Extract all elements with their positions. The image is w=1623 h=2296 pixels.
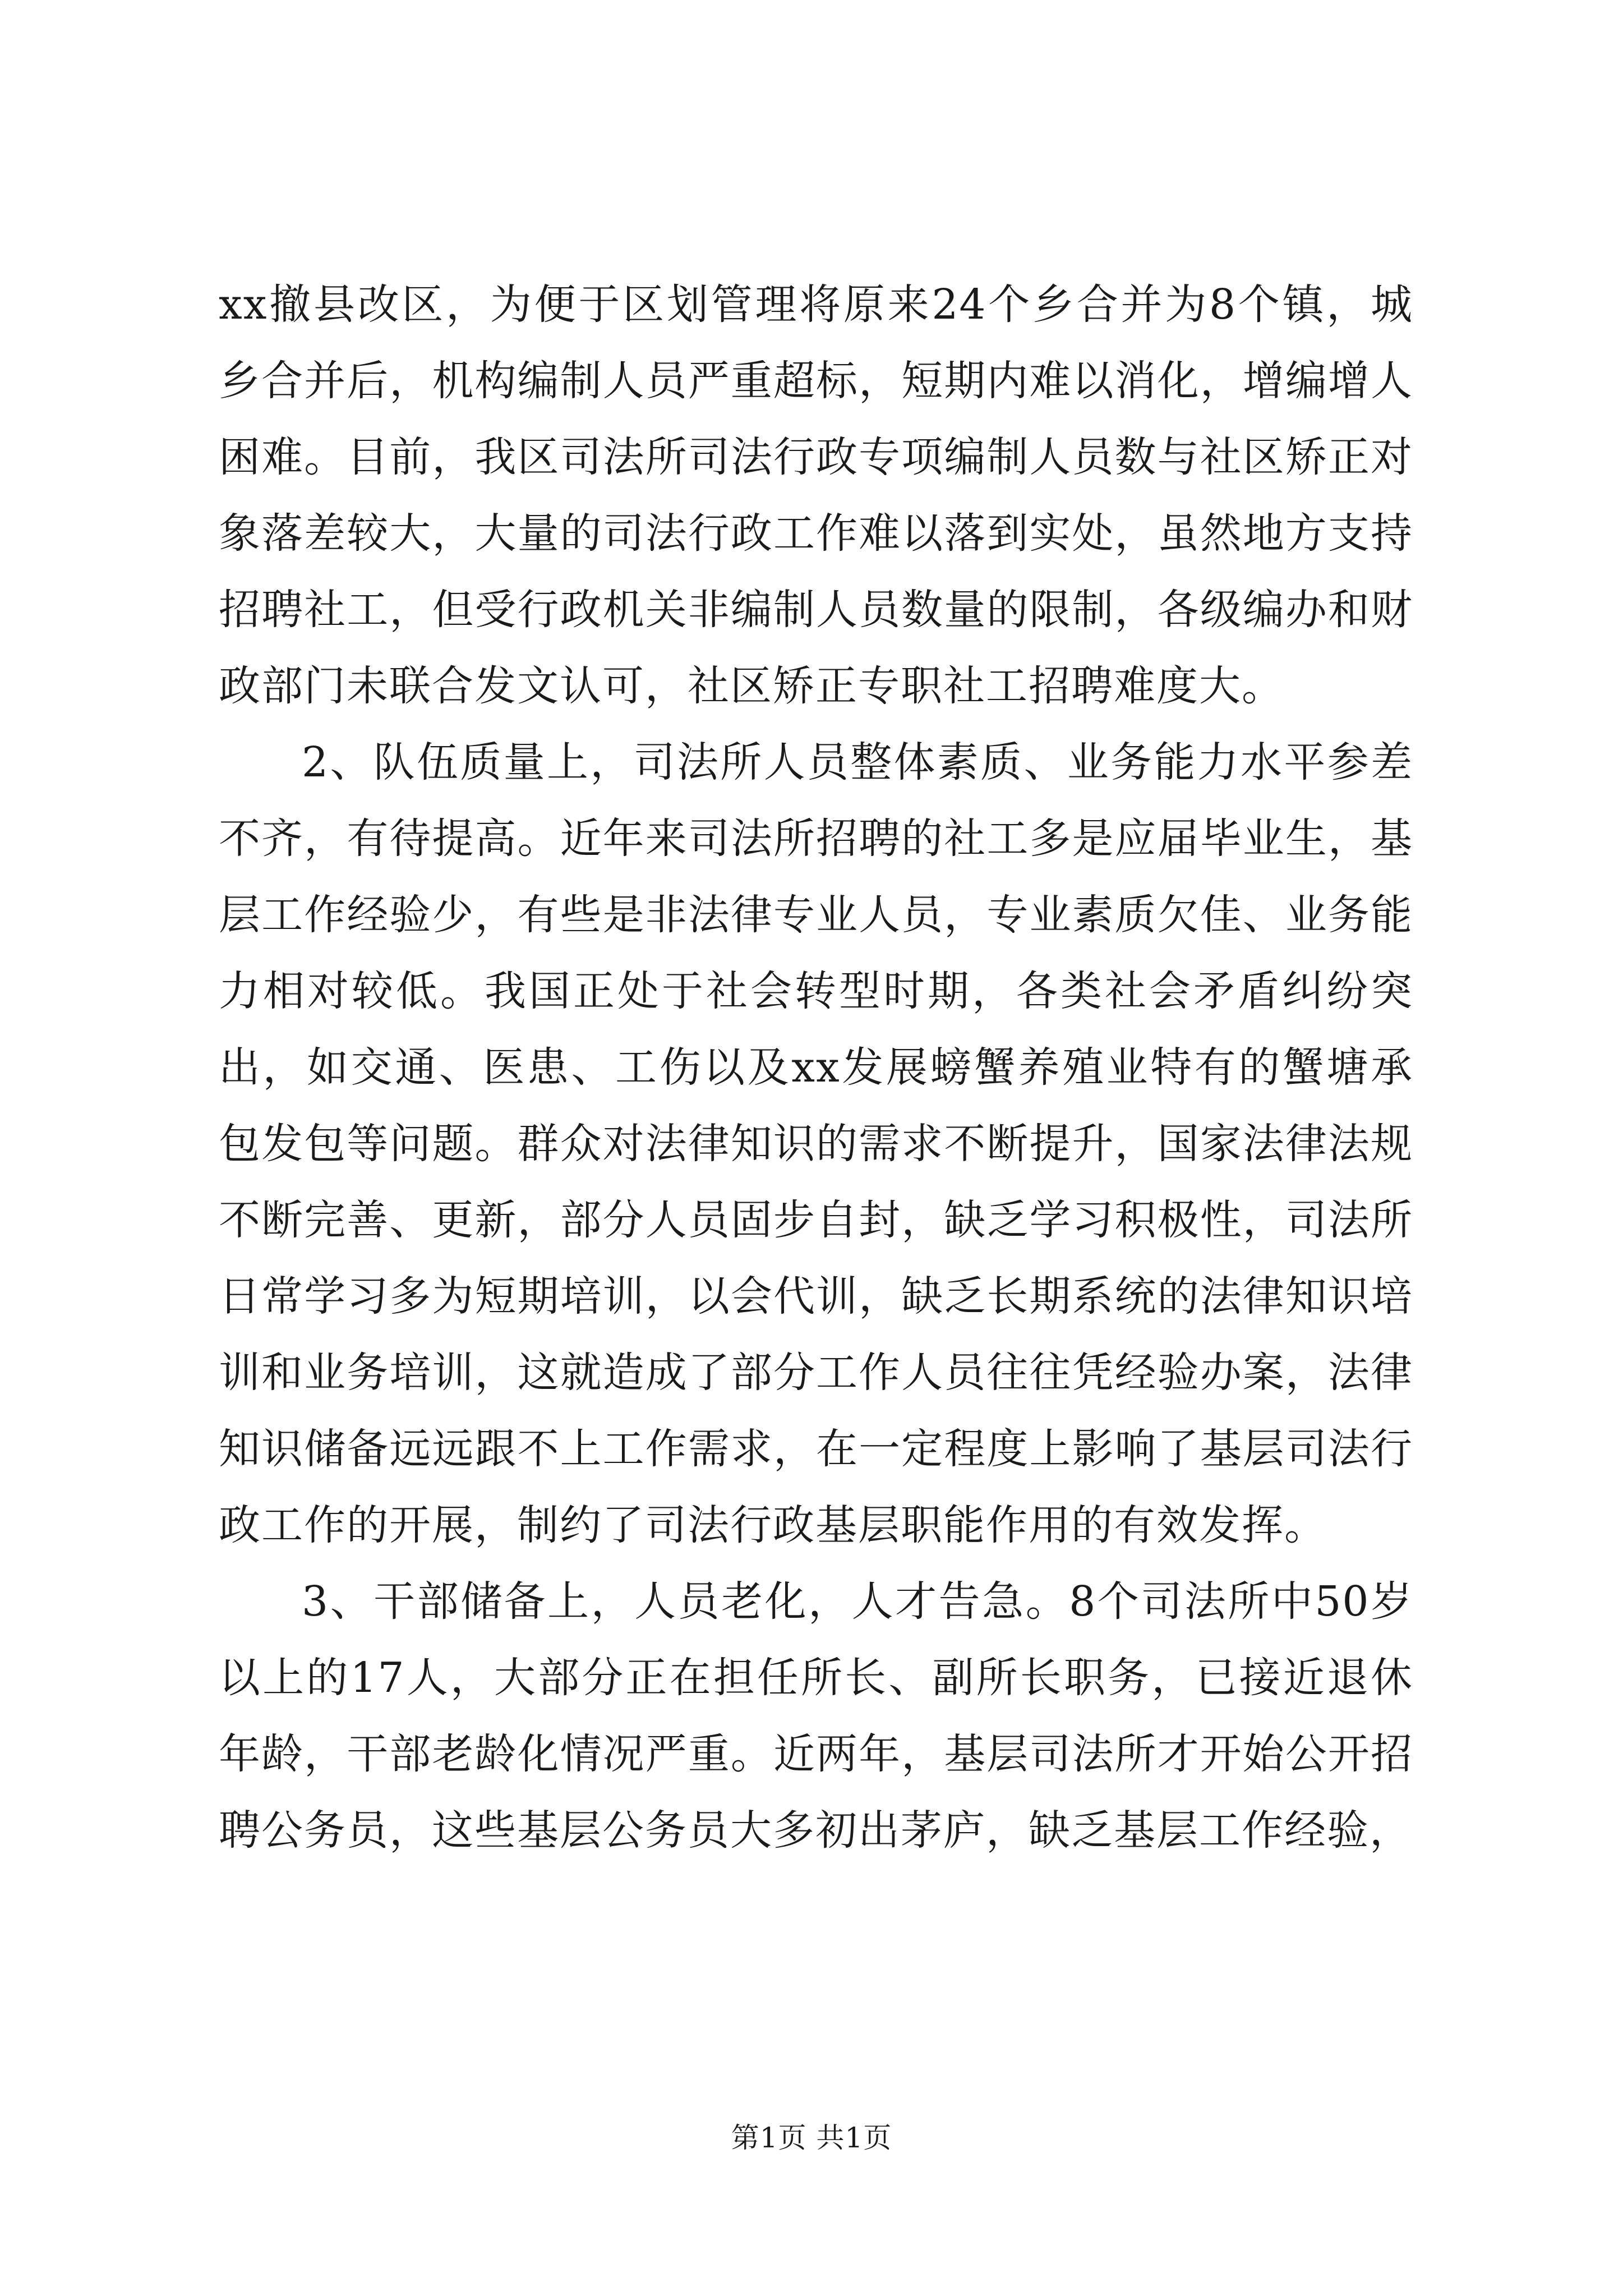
page-number-label: 第1页 共1页 <box>731 2122 892 2154</box>
paragraph-1: xx撤县改区，为便于区划管理将原来24个乡合并为8个镇，城乡合并后，机构编制人员严重超标，短期内难以消化，增编增人困难。目前，我区司法所司法行政专项编制人员数与社区矫正对象落差较大，大量的司法行政工作难以落到实处，虽然地方支持招聘社工，但受行政机关非编制人员数量的限制，各级编办和财政部门未联合发文认可，社区矫正专职社工招聘难度大。 <box>219 280 1413 710</box>
paragraph-3: 3、干部储备上，人员老化，人才告急。8个司法所中50岁以上的17人，大部分正在担任所长、副所长职务，已接近退休年龄，干部老龄化情况严重。近两年，基层司法所才开始公开招聘公务员，这些基层公务员大多初出茅庐，缺乏基层工作经验， <box>219 1577 1413 1855</box>
page-footer <box>0 2118 1623 2157</box>
document-body <box>219 266 1413 1869</box>
paragraph-2: 2、队伍质量上，司法所人员整体素质、业务能力水平参差不齐，有待提高。近年来司法所招聘的社工多是应届毕业生，基层工作经验少，有些是非法律专业人员，专业素质欠佳、业务能力相对较低。我国正处于社会转型时期，各类社会矛盾纠纷突出，如交通、医患、工伤以及xx发展螃蟹养殖业特有的蟹塘承包发包等问题。群众对法律知识的需求不断提升，国家法律法规不断完善、更新，部分人员固步自封，缺乏学习积极性，司法所日常学习多为短期培训，以会代训，缺乏长期系统的法律知识培训和业务培训，这就造成了部分工作人员往往凭经验办案，法律知识储备远远跟不上工作需求，在一定程度上影响了基层司法行政工作的开展，制约了司法行政基层职能作用的有效发挥。 <box>219 738 1413 1549</box>
